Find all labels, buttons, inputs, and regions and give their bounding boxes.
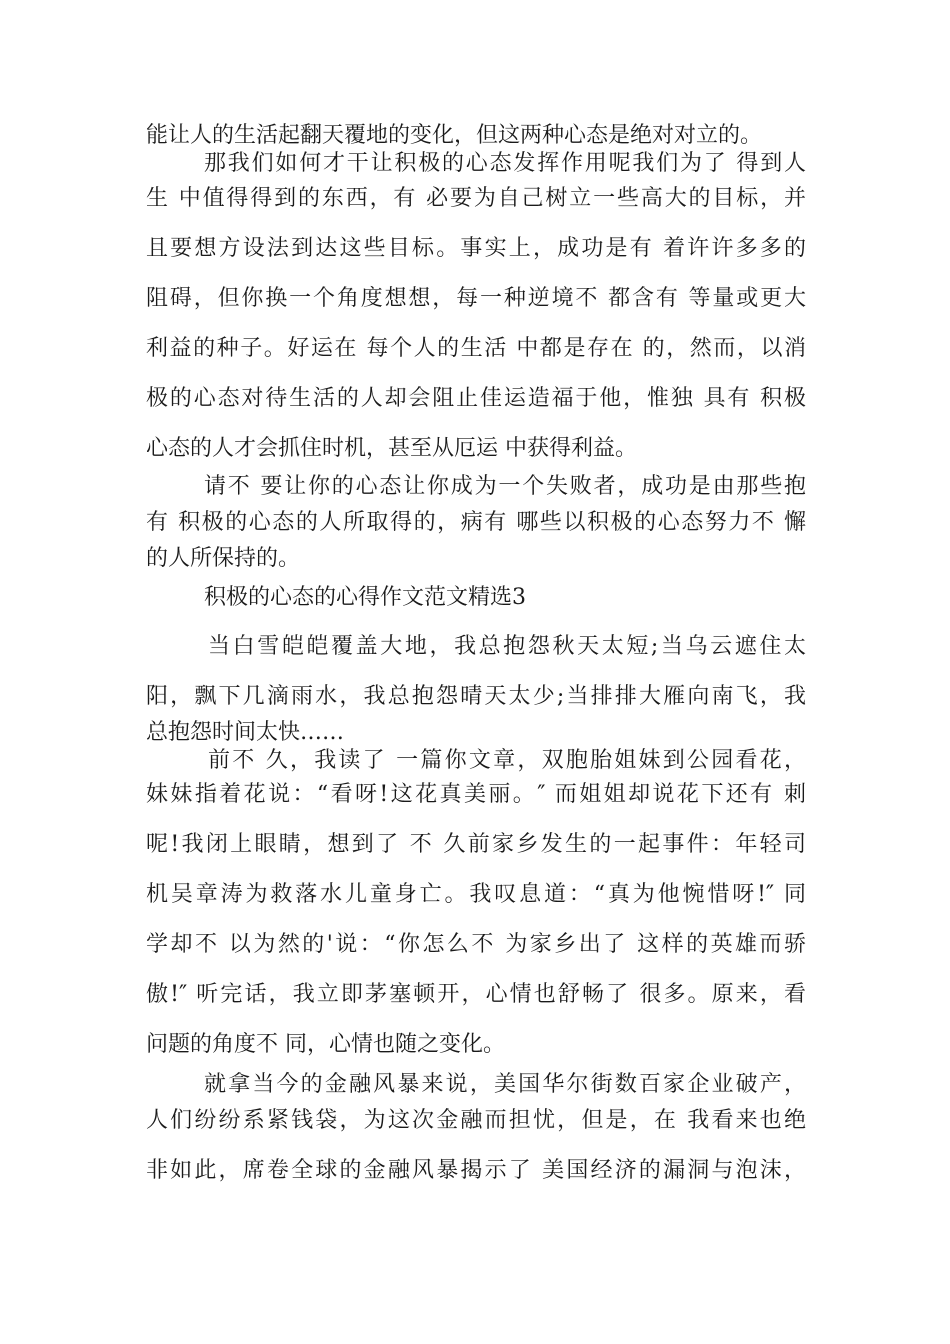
text-line: 阻碍，但你换一个角度想想，每一种逆境不 都含有 等量或更大 — [146, 286, 806, 311]
paragraph-first-line: 那我们如何才干让积极的心态发挥作用呢我们为了 得到人 — [204, 151, 806, 176]
paragraph-first-line: 就拿当今的金融风暴来说，美国华尔街数百家企业破产， — [204, 1072, 806, 1097]
paragraph-first-line: 请不 要让你的心态让你成为一个失败者，成功是由那些抱 — [204, 474, 806, 499]
text-line: 阳，飘下几滴雨水，我总抱怨晴天太少;当排排大雁向南飞，我 — [146, 684, 806, 709]
text-line: 机吴章涛为救落水儿童身亡。我叹息道：“真为他惋惜呀!″ 同 — [146, 882, 806, 907]
text-line: 妹妹指着花说：“看呀!这花真美丽。″ 而姐姐却说花下还有 刺 — [146, 782, 806, 807]
text-line: 傲!″ 听完话，我立即茅塞顿开，心情也舒畅了 很多。原来，看 — [146, 982, 806, 1007]
text-line: 总抱怨时间太快…… — [146, 720, 345, 745]
text-line: 能让人的生活起翻天覆地的变化，但这两种心态是绝对对立的。 — [146, 123, 763, 148]
text-line: 的人所保持的。 — [146, 546, 301, 571]
text-line: 生 中值得得到的东西，有 必要为自己树立一些高大的目标，并 — [146, 186, 806, 211]
section-title: 积极的心态的心得作文范文精选3 — [204, 585, 526, 610]
text-line: 问题的角度不 同，心情也随之变化。 — [146, 1032, 505, 1057]
paragraph-first-line: 当白雪皑皑覆盖大地，我总抱怨秋天太短;当乌云遮住太 — [208, 634, 806, 659]
text-line: 极的心态对待生活的人却会阻止佳运造福于他，惟独 具有 积极 — [146, 386, 806, 411]
text-line: 人们纷纷系紧钱袋，为这次金融而担忧，但是，在 我看来也绝 — [146, 1108, 806, 1133]
text-line: 且要想方设法到达这些目标。事实上，成功是有 着许许多多的 — [146, 236, 806, 261]
text-line: 有 积极的心态的人所取得的，病有 哪些以积极的心态努力不 懈 — [146, 510, 806, 535]
text-line: 心态的人才会抓住时机，甚至从厄运 中获得利益。 — [146, 436, 637, 461]
text-line: 呢!我闭上眼睛，想到了 不 久前家乡发生的一起事件：年轻司 — [146, 832, 806, 857]
paragraph-first-line: 前不 久，我读了 一篇你文章，双胞胎姐妹到公园看花， — [208, 748, 806, 773]
text-line: 学却不 以为然的'说：“你怎么不 为家乡出了 这样的英雄而骄 — [146, 932, 806, 957]
text-line: 非如此，席卷全球的金融风暴揭示了 美国经济的漏洞与泡沫， — [146, 1158, 806, 1183]
text-line: 利益的种子。好运在 每个人的生活 中都是存在 的，然而，以消 — [146, 336, 806, 361]
